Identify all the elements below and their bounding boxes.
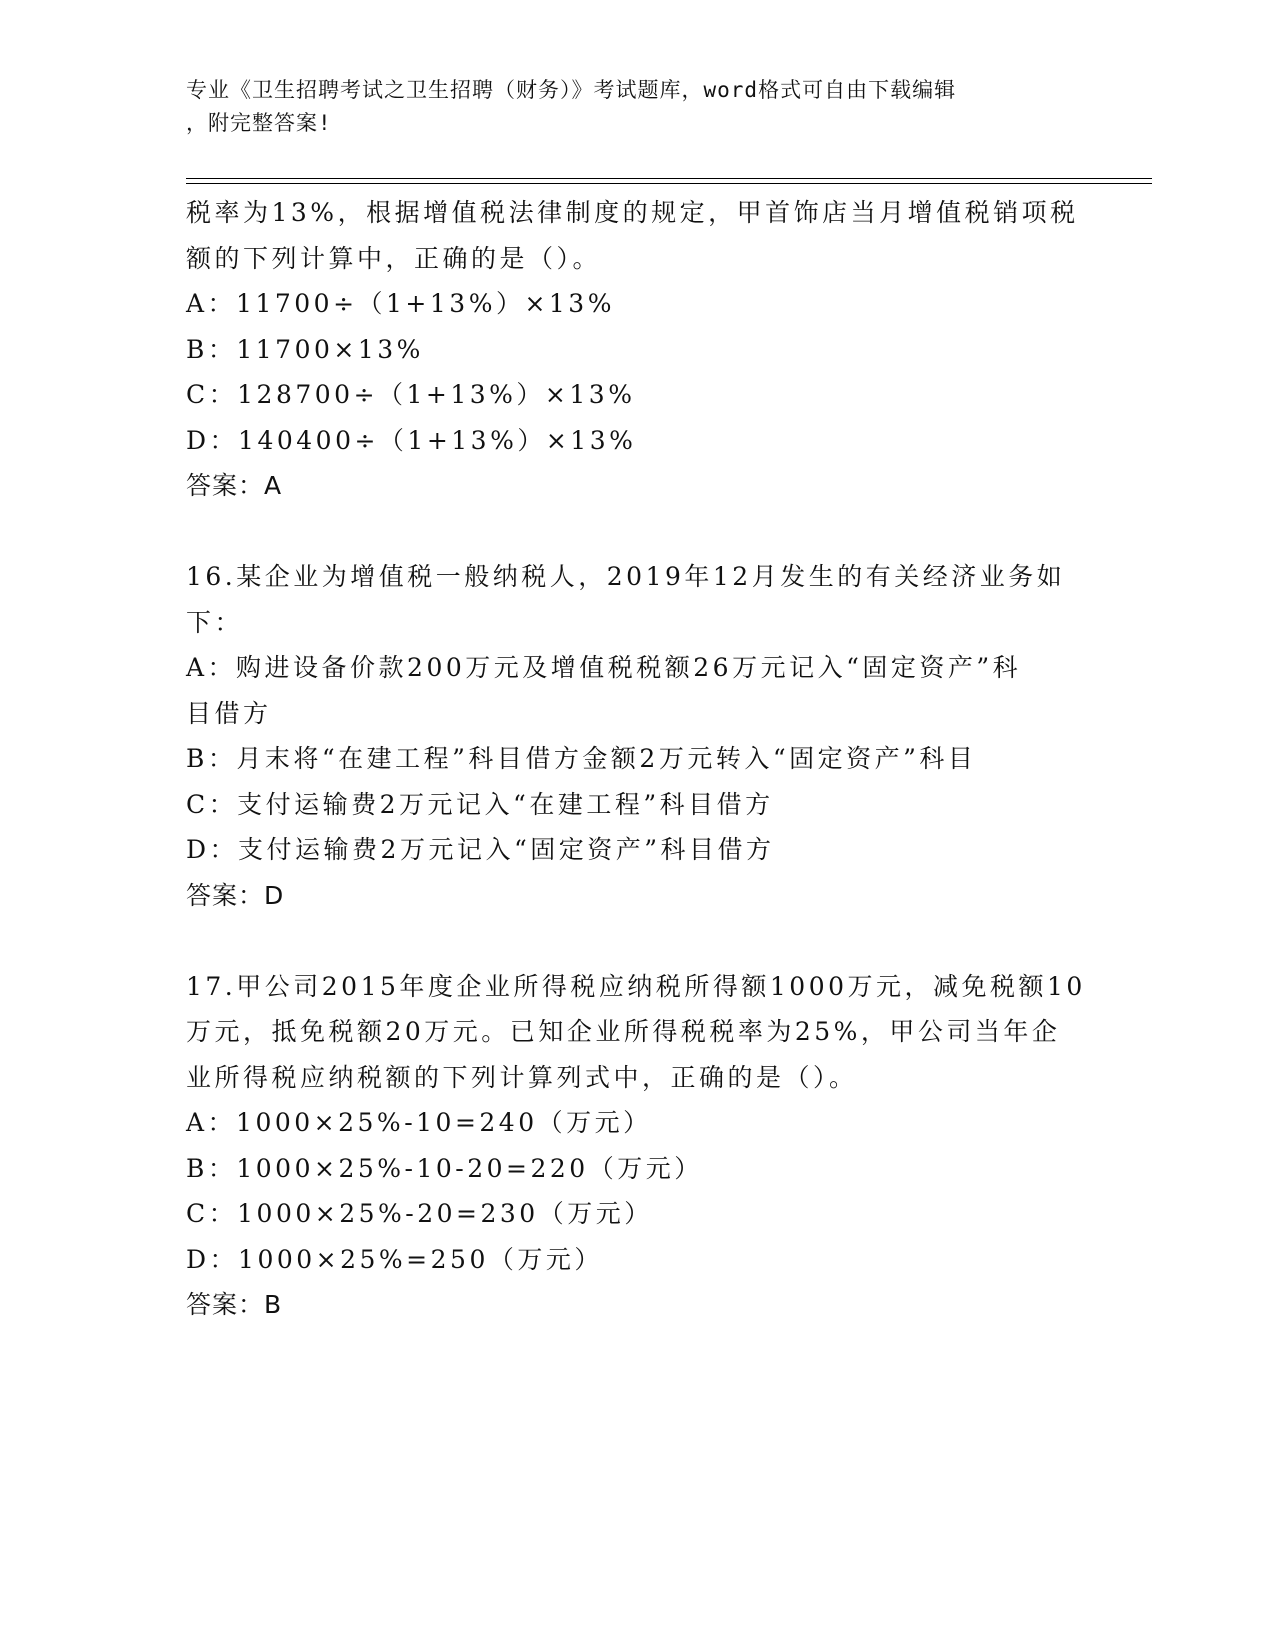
question-stem: 税率为13%，根据增值税法律制度的规定，甲首饰店当月增值税销项税 — [186, 198, 1079, 227]
header-line-1: 专业《卫生招聘考试之卫生招聘（财务）》考试题库，word格式可自由下载编辑 — [186, 78, 957, 102]
option-c: C：128700÷（1+13%）×13% — [186, 380, 636, 409]
option-c: C：1000×25%-20=230（万元） — [186, 1199, 653, 1228]
option-b: B：月末将“在建工程”科目借方金额2万元转入“固定资产”科目 — [186, 744, 977, 773]
option-d: D：140400÷（1+13%）×13% — [186, 425, 637, 455]
header-rule-top — [186, 178, 1152, 179]
option-a: A：11700÷（1+13%）×13% — [186, 289, 615, 318]
question-stem: 下： — [186, 607, 244, 637]
option-c: C：支付运输费2万元记入“在建工程”科目借方 — [186, 789, 774, 819]
answer: 答案：B — [186, 1290, 283, 1319]
question-stem: 万元，抵免税额20万元。已知企业所得税税率为25%，甲公司当年企 — [186, 1017, 1061, 1046]
answer: 答案：A — [186, 471, 283, 500]
question-stem: 额的下列计算中，正确的是（）。 — [186, 243, 602, 273]
option-a: A：1000×25%-10=240（万元） — [186, 1108, 652, 1137]
option-b: B：11700×13% — [186, 334, 424, 364]
question-list — [186, 190, 1086, 1328]
question-stem: 业所得税应纳税额的下列计算列式中，正确的是（）。 — [186, 1062, 858, 1092]
option-b: B：1000×25%-10-20=220（万元） — [186, 1153, 703, 1183]
question-17 — [186, 964, 1086, 1328]
spacer — [186, 509, 1076, 555]
question-16 — [186, 554, 1076, 918]
header-line-2: ，附完整答案! — [186, 111, 332, 135]
option-d: D：1000×25%=250（万元） — [186, 1244, 603, 1274]
question-15 — [186, 190, 1079, 509]
answer: 答案：D — [186, 880, 285, 910]
option-a: A：购进设备价款200万元及增值税税额26万元记入“固定资产”科 — [186, 653, 1022, 682]
option-a-continued: 目借方 — [186, 698, 272, 728]
spacer — [186, 918, 1076, 964]
document-header — [186, 74, 1066, 140]
question-stem: 16.某企业为增值税一般纳税人，2019年12月发生的有关经济业务如 — [186, 562, 1066, 591]
option-d: D：支付运输费2万元记入“固定资产”科目借方 — [186, 835, 775, 864]
header-rule-bottom — [186, 183, 1152, 184]
question-stem: 17.甲公司2015年度企业所得税应纳税所得额1000万元，减免税额10 — [186, 971, 1086, 1001]
